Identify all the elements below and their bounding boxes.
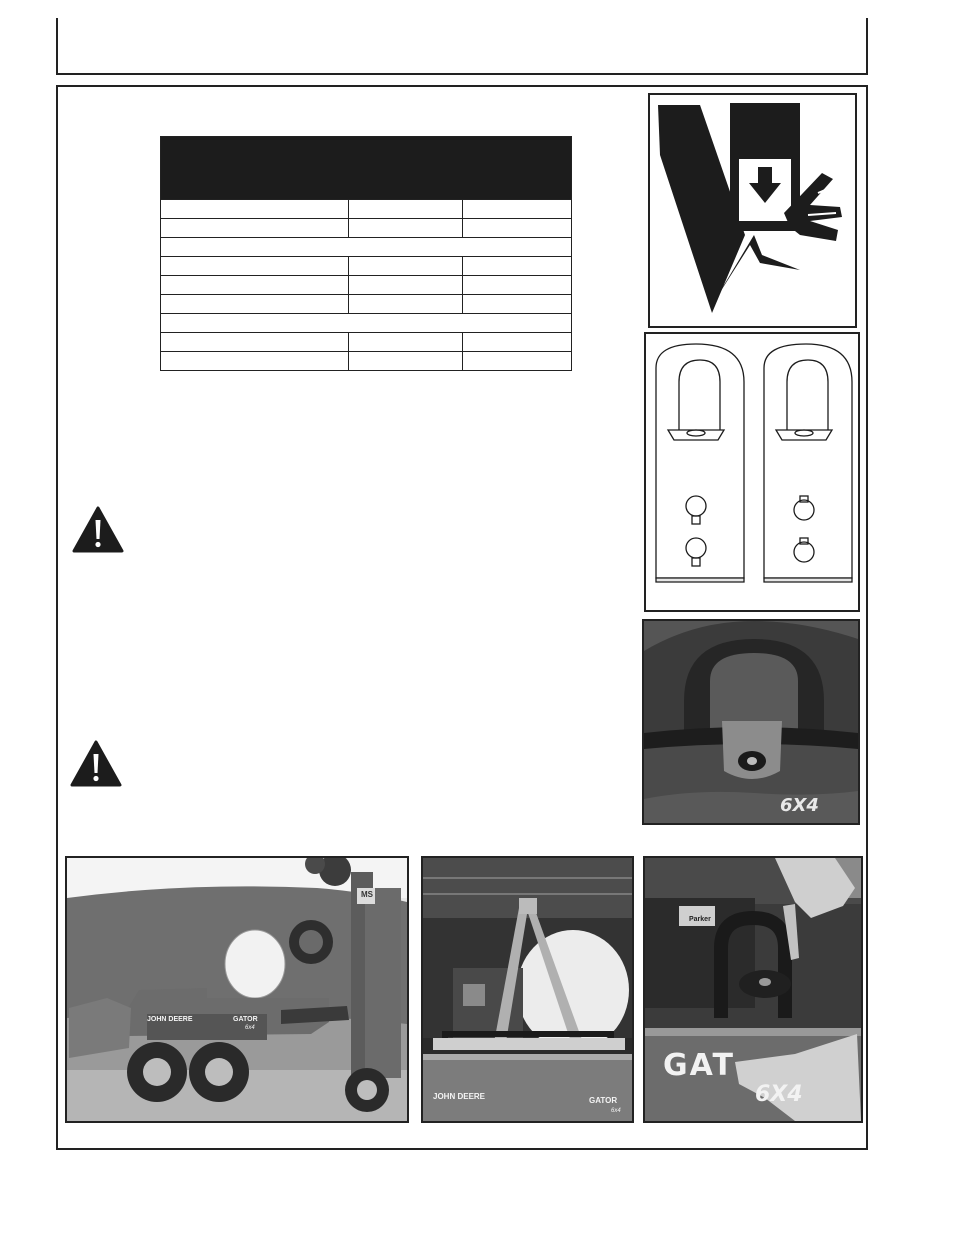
- table-section-row: [161, 314, 572, 333]
- mounting-bracket-figure: [644, 332, 860, 612]
- table-section-row: [161, 238, 572, 257]
- vehicle-badge-label: 6x4: [611, 1108, 621, 1114]
- table-cell: [463, 352, 572, 371]
- forklift-lift-image: [67, 858, 407, 1121]
- warning-block-2: [70, 740, 122, 793]
- table-cell: [161, 295, 349, 314]
- warning-triangle-icon: [70, 740, 122, 788]
- vehicle-brand-label: JOHN DEERE: [433, 1092, 486, 1101]
- pin-install-photo: [643, 856, 863, 1123]
- table-row: [161, 295, 572, 314]
- table-cell: [161, 276, 349, 295]
- table-row: [161, 257, 572, 276]
- table-cell: [463, 257, 572, 276]
- bracket-closeup-photo: [642, 619, 860, 825]
- warning-triangle-icon: [72, 506, 124, 554]
- table-cell: [349, 295, 463, 314]
- mounting-bracket-diagram: [646, 334, 858, 610]
- table-header-row: [161, 137, 572, 200]
- spec-table: [160, 136, 572, 371]
- table-cell: [463, 276, 572, 295]
- table-row: [161, 333, 572, 352]
- table-header: [161, 137, 572, 200]
- mast-label: MS: [361, 890, 373, 899]
- table-cell: [349, 219, 463, 238]
- warning-block-1: [72, 506, 124, 559]
- table-cell: [463, 333, 572, 352]
- table-cell: [463, 219, 572, 238]
- vehicle-model-label: GATOR: [233, 1016, 258, 1023]
- page-header: [56, 18, 868, 75]
- table-cell: [463, 200, 572, 219]
- table-cell: [349, 352, 463, 371]
- table-row: [161, 219, 572, 238]
- table-row: [161, 352, 572, 371]
- table-cell: [349, 276, 463, 295]
- table-row: [161, 276, 572, 295]
- table-cell: [161, 257, 349, 276]
- table-cell: [161, 219, 349, 238]
- table-cell: [161, 352, 349, 371]
- table-row: [161, 200, 572, 219]
- vehicle-badge-label: 6X4: [755, 1082, 803, 1107]
- crush-hazard-icon: [650, 95, 855, 326]
- strapped-tank-photo: [421, 856, 634, 1123]
- badge-text: 6X4: [780, 795, 819, 816]
- table-cell: [161, 333, 349, 352]
- strapped-tank-image: [423, 858, 632, 1121]
- vehicle-model-label: GAT: [663, 1048, 735, 1083]
- vehicle-model-label: GATOR: [589, 1096, 618, 1105]
- table-cell: [349, 257, 463, 276]
- table-cell: [463, 295, 572, 314]
- vehicle-brand-label: JOHN DEERE: [147, 1016, 193, 1023]
- table-cell: [161, 200, 349, 219]
- part-label: Parker: [689, 916, 711, 923]
- bracket-closeup-image: [644, 621, 858, 823]
- table-cell: [349, 333, 463, 352]
- vehicle-badge-label: 6x4: [245, 1025, 255, 1031]
- table-section-label: [161, 314, 572, 333]
- table-cell: [349, 200, 463, 219]
- table-section-label: [161, 238, 572, 257]
- crush-hazard-figure: [648, 93, 857, 328]
- forklift-lift-photo: [65, 856, 409, 1123]
